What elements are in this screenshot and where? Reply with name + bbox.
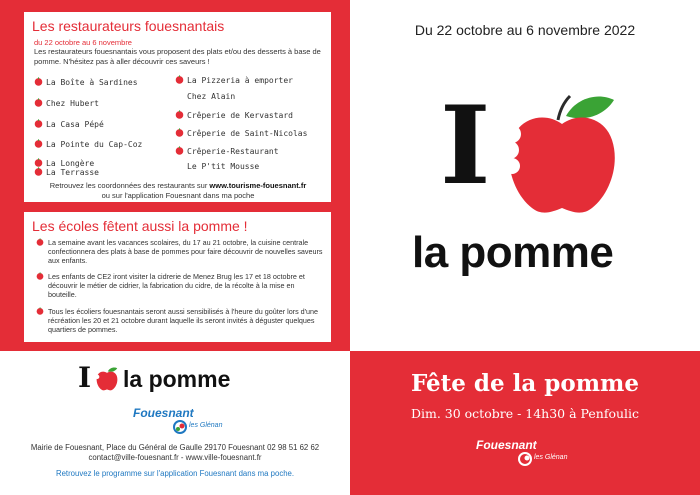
restaurant-item: La Longère [34,158,94,168]
restaurant-item: La Pizzeria à emporter [175,75,293,85]
cover-letter-i: I [440,83,491,209]
restaurant-item-last: La Terrasse [34,167,99,177]
restaurant-item: Crêperie de Kervastard [175,110,293,120]
app-note: Retrouvez le programme sur l'application Fouesnant dans ma poche. [55,469,295,478]
apple-bullet-icon [175,128,184,137]
apple-bullet-icon [175,110,184,119]
glenan-swirl-icon [173,420,187,434]
ecoles-card [24,212,331,342]
small-logo-i: I [78,361,92,394]
contact-link[interactable]: contact@ville-fouesnant.fr - www.ville-fouesnant.fr [88,453,262,462]
bitten-apple-icon [506,94,618,216]
restaurateurs-card [24,12,331,202]
restaurant-item: Chez Hubert [34,98,99,108]
restaurant-item: La Pointe du Cap-Coz [34,139,142,149]
ecoles-title: Les écoles fêtent aussi la pomme ! [32,218,248,234]
apple-bullet-icon [36,272,44,280]
restaurateurs-title: Les restaurateurs fouesnantais [32,18,225,34]
fouesnant-logo-white: Fouesnant les Glénan [476,438,586,470]
restaurant-item: Chez Alain [187,92,236,101]
restaurant-item: Crêperie de Saint-Nicolas [175,128,307,138]
apple-bullet-icon [175,75,184,84]
date-range: Du 22 octobre au 6 novembre 2022 [414,22,636,38]
ecoles-item: Tous les écoliers fouesnantais seront aussi sensibilisés à l'heure du goûter lors d'une récréation les 20 et 21 octobre durant laquelle ils seront invités à déguster quelques quartiers de pommes. [36,307,324,334]
apple-bullet-icon [34,167,43,176]
fouesnant-logo: Fouesnant les Glénan [133,406,223,438]
restaurateurs-footer: Retrouvez les coordonnées des restaurants sur www.tourisme-fouesnant.fr ou sur l'application Fouesnant dans ma poche [49,181,307,200]
cover-la-pomme: la pomme [412,228,614,277]
mairie-contact: Mairie de Fouesnant, Place du Général de Gaulle 29170 Fouesnant 02 98 51 62 62 contact@ville-fouesnant.fr - www.ville-fouesnant.fr [30,443,320,462]
ecoles-item: Les enfants de CE2 iront visiter la cidrerie de Menez Brug les 17 et 18 octobre et découvrir le métier de cidrier, la fabrication du cidre, de la récolte à la mise en bouteille. [36,272,324,299]
restaurants-panel [0,0,350,351]
restaurant-item: La Boîte à Sardines [34,77,138,87]
restaurant-item: La Casa Pépé [34,119,104,129]
restaurateurs-date: du 22 octobre au 6 novembre [34,38,132,47]
restaurateurs-intro: Les restaurateurs fouesnantais vous proposent des plats et/ou des desserts à base de pomme. N'hésitez pas à aller découvrir ces saveurs ! [34,47,321,66]
apple-bullet-icon [34,119,43,128]
tourisme-link[interactable]: www.tourisme-fouesnant.fr [209,181,307,190]
glenan-swirl-icon [518,452,532,466]
apple-bullet-icon [36,307,44,315]
ecoles-item: La semaine avant les vacances scolaires, du 17 au 21 octobre, la cuisine centrale confectionnera des plats à base de pommes pour faire découvrir de nouvelles saveurs aux enfants. [36,238,324,265]
apple-bullet-icon [34,98,43,107]
small-apple-icon [96,366,118,392]
restaurant-item: Crêperie-Restaurant [175,146,279,156]
event-title: Fête de la pomme [410,370,640,397]
event-subtitle: Dim. 30 octobre - 14h30 à Penfoulic [410,406,640,421]
apple-bullet-icon [175,146,184,155]
apple-bullet-icon [36,238,44,246]
apple-bullet-icon [34,158,43,167]
apple-bullet-icon [34,77,43,86]
apple-bullet-icon [34,139,43,148]
small-logo-pomme: la pomme [123,366,231,392]
restaurant-item: Le P'tit Mousse [187,162,260,171]
